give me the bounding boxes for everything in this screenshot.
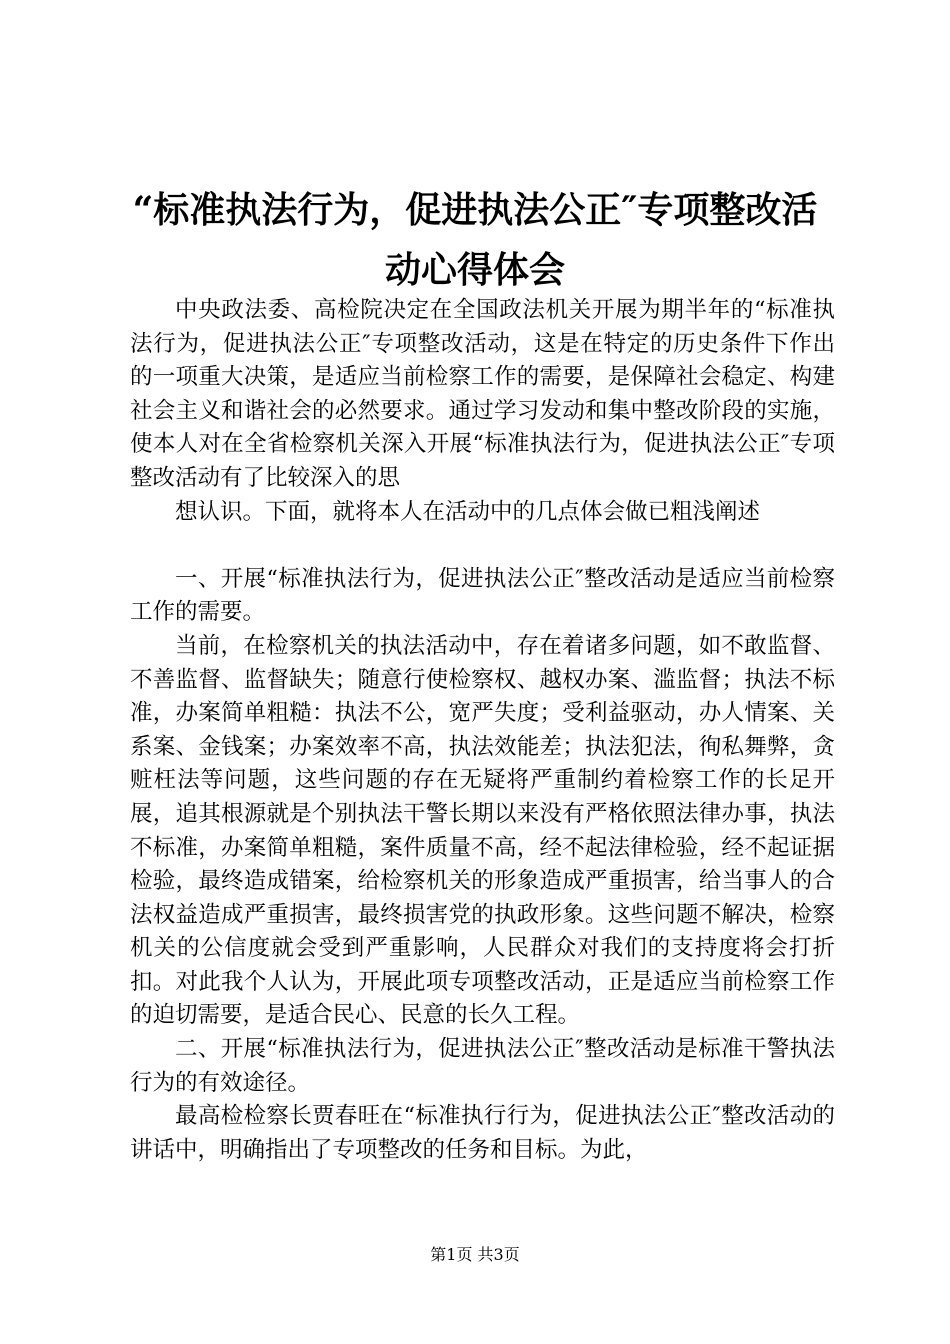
- paragraph-intro-continued: 想认识。下面，就将本人在活动中的几点体会做已粗浅阐述: [175, 498, 761, 525]
- paragraph-section-1: 当前，在检察机关的执法活动中，存在着诸多问题，如不敢监督、不善监督、监督缺失；随意行使检察权、越权办案、滥监督；执法不标准，办案简单粗糙：执法不公，宽严失度；受利益驱动，办人情案、关系案、金钱案；办案效率不高，执法效能差；执法犯法，徇私舞弊，贪赃枉法等问题，这些问题的存在无疑将严重制约着检察工作的长足开展，追其根源就是个别执法干警长期以来没有严格依照法律办事，执法不标准，办案简单粗糙，案件质量不高，经不起法律检验，经不起证据检验，最终造成错案，给检察机关的形象造成严重损害，给当事人的合法权益造成严重损害，最终损害党的执政形象。这些问题不解决，检察机关的公信度就会受到严重影响，人民群众对我们的支持度将会打折扣。对此我个人认为，开展此项专项整改活动，正是适应当前检察工作的迫切需要，是适合民心、民意的长久工程。: [130, 632, 835, 1029]
- paragraph-intro: 中央政法委、高检院决定在全国政法机关开展为期半年的“标准执法行为，促进执法公正″专项整改活动，这是在特定的历史条件下作出的一项重大决策，是适应当前检察工作的需要，是保障社会稳定、构建社会主义和谐社会的必然要求。通过学习发动和集中整改阶段的实施，使本人对在全省检察机关深入开展“标准执法行为，促进执法公正″专项整改活动有了比较深入的思: [130, 297, 835, 491]
- page-footer: 第1页 共3页: [430, 1245, 520, 1264]
- paragraph-section-2: 最高检检察长贾春旺在“标准执行行为，促进执法公正″整改活动的讲话中，明确指出了专项整改的任务和目标。为此，: [130, 1103, 835, 1163]
- section-heading-2: 二、开展“标准执法行为，促进执法公正″整改活动是标准干警执法行为的有效途径。: [130, 1036, 835, 1096]
- document-title-line-1: “标准执法行为，促进执法公正″专项整改活: [132, 189, 818, 231]
- document-body: [130, 294, 835, 1167]
- section-heading-1: 一、开展“标准执法行为，促进执法公正″整改活动是适应当前检察工作的需要。: [130, 565, 835, 626]
- document-title-line-2: 动心得体会: [384, 249, 565, 291]
